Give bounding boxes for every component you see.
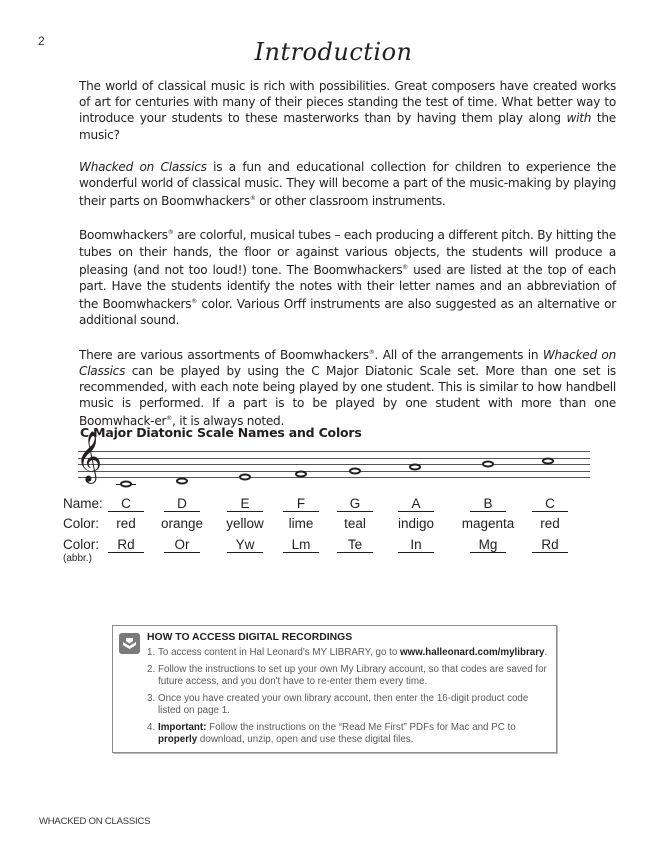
whole-note-c-high	[542, 457, 554, 464]
access-step-1	[147, 647, 551, 659]
registered-mark: ®	[191, 298, 197, 306]
step-text: .	[544, 647, 548, 658]
page-footer: WHACKED ON CLASSICS	[39, 816, 151, 827]
note-color: red	[116, 516, 136, 531]
note-color: lime	[288, 516, 314, 531]
note-abbr: Te	[337, 537, 373, 553]
download-tray-icon	[119, 633, 140, 654]
note-color: red	[540, 516, 560, 531]
staff-line	[78, 464, 590, 465]
note-abbr: Lm	[283, 537, 319, 553]
step-emphasis: properly	[158, 734, 198, 745]
emphasis: with	[566, 111, 592, 126]
text: the music?	[79, 111, 616, 142]
library-url-link[interactable]: www.halleonard.com/mylibrary	[400, 647, 545, 658]
note-abbr: Rd	[532, 537, 568, 553]
note-abbr: In	[398, 537, 434, 553]
page-number: 2	[38, 34, 45, 48]
access-step-4	[147, 722, 551, 746]
note-color: yellow	[226, 516, 264, 531]
step-text: Once you have created your own library account, then enter the 16-digit product code listed on page 1.	[158, 693, 529, 716]
access-steps	[147, 647, 551, 751]
step-text: Follow the instructions to set up your own My Library account, so that codes are saved for future access, and you don't have to re-enter them every time.	[158, 664, 547, 687]
row-label: Name:	[63, 496, 103, 511]
treble-clef-icon: 𝄞	[76, 431, 103, 482]
note-name: C	[108, 496, 144, 512]
paragraph-4	[79, 345, 616, 430]
note-name: E	[227, 496, 263, 512]
note-name: F	[283, 496, 319, 512]
staff-line	[78, 451, 590, 452]
note-color: magenta	[461, 516, 515, 531]
staff-line	[78, 477, 590, 478]
paragraph-2	[79, 159, 616, 210]
note-name: B	[470, 496, 506, 512]
note-color: indigo	[397, 516, 435, 531]
whole-note-g	[349, 467, 361, 474]
whole-note-d	[176, 477, 188, 484]
whole-note-a	[409, 464, 421, 471]
step-text: Follow the instructions on the “Read Me First” PDFs for Mac and PC to	[206, 722, 516, 733]
registered-mark: ®	[249, 195, 256, 203]
text: The world of classical music is rich with possibilities. Great composers have created works of art for centuries with many of their pieces standing the test of time. What better way to introduce your students to these masterworks than by having them play along	[79, 79, 616, 126]
text: used are listed at the top of each part. Have the students identify the notes with their letter names and an abbreviation of the Boomwhackers	[79, 262, 616, 312]
whole-note-c	[120, 481, 132, 488]
row-label: Color:	[63, 516, 100, 531]
access-box-title: HOW TO ACCESS DIGITAL RECORDINGS	[147, 632, 353, 643]
registered-mark: ®	[402, 263, 408, 271]
registered-mark: ®	[166, 415, 173, 423]
scale-chart-title: C Major Diatonic Scale Names and Colors	[80, 425, 362, 440]
note-name: A	[398, 496, 434, 512]
abbr-note: (abbr.)	[63, 553, 92, 564]
note-name: G	[337, 496, 373, 512]
access-step-2	[147, 664, 551, 688]
text: . All of the arrangements in	[374, 347, 543, 362]
note-abbr: Mg	[470, 537, 506, 553]
text: is a fun and educational collection for children to experience the wonderful world of classical music. They will become a part of the music-making by playing their parts on Boomwhackers	[79, 159, 617, 209]
text: can be played by using the C Major Diatonic Scale set. More than one set is recommended, with each note being played by one student. This is similar to how handbell music is performed. If a part is to be played by one student with more than one Boomwhack-er	[79, 363, 616, 429]
step-number: 3.	[147, 693, 156, 704]
note-abbr: Or	[164, 537, 200, 553]
step-text: download, unzip, open and use these digital files.	[197, 734, 414, 745]
note-name: D	[164, 496, 200, 512]
note-name: C	[532, 496, 568, 512]
step-text: To access content in Hal Leonard's MY LIBRARY, go to	[158, 647, 401, 658]
intro-body	[79, 78, 616, 446]
whole-note-f	[295, 470, 307, 477]
note-color: teal	[344, 516, 366, 531]
registered-mark: ®	[368, 348, 375, 356]
step-number: 2.	[147, 664, 156, 675]
whole-note-b	[482, 461, 494, 468]
whole-note-e	[239, 474, 251, 481]
note-abbr: Yw	[227, 537, 263, 553]
text: color. Various Orff instruments are also suggested as an alternative or additional sound.	[79, 297, 616, 328]
note-color: orange	[160, 516, 204, 531]
step-number: 1.	[147, 647, 156, 658]
text: , it is always noted.	[172, 414, 285, 429]
staff-line	[78, 458, 590, 459]
access-step-3	[147, 693, 551, 717]
text: are colorful, musical tubes – each producing a different pitch. By hitting the tubes on their hands, the floor or against various objects, the students will produce a pleasing (and not too loud!) tone. The Boomwhackers	[79, 228, 616, 277]
paragraph-3	[79, 225, 616, 328]
note-abbr: Rd	[108, 537, 144, 553]
text: or other classroom instruments.	[255, 194, 446, 209]
text: There are various assortments of Boomwhackers	[79, 347, 369, 362]
page-title: Introduction	[254, 38, 413, 66]
paragraph-1	[79, 78, 616, 143]
step-number: 4.	[147, 722, 156, 733]
book-title: Whacked on Classics	[79, 159, 207, 174]
registered-mark: ®	[167, 229, 174, 237]
row-label: Color:	[63, 537, 100, 552]
text: Boomwhackers	[79, 228, 168, 243]
book-title: Whacked on Classics	[79, 347, 616, 378]
digital-recordings-box	[112, 625, 557, 753]
staff-line	[78, 471, 590, 472]
step-emphasis: Important:	[158, 722, 207, 733]
